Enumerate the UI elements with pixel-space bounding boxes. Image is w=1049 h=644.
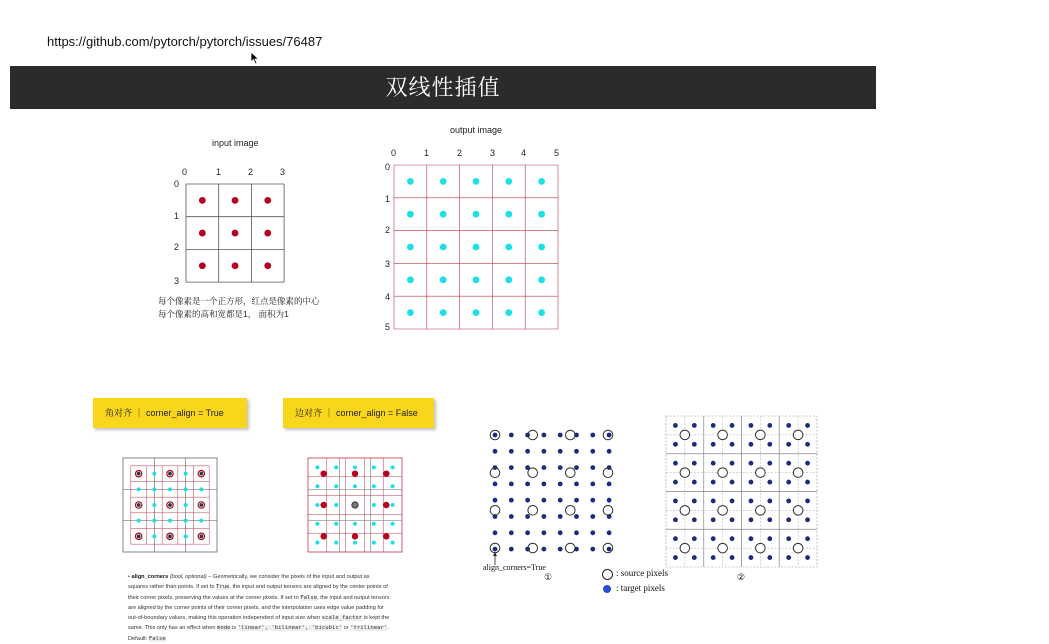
output-pixel-dot (407, 276, 414, 283)
target-pixel-dot (574, 482, 579, 487)
source-pixel-circle (680, 506, 690, 516)
doc-code: True (216, 584, 230, 591)
source-pixel-circle (680, 430, 690, 440)
target-pixel-dot (607, 433, 612, 438)
target-pixel-dot (525, 514, 530, 519)
target-pixel-dot (525, 530, 530, 535)
target-pixel-dot (542, 498, 547, 503)
output-pixel-dot (505, 211, 512, 218)
output-pixel-dot (538, 178, 545, 185)
output-xtick: 3 (490, 148, 496, 158)
target-pixel-dot (493, 449, 498, 454)
corner-false-grid (305, 455, 405, 555)
input-pixel-dot (383, 502, 389, 508)
output-pixel-dot (372, 484, 376, 488)
input-pixel-dot (200, 503, 204, 507)
target-pixel-dot (542, 547, 547, 552)
input-pixel-dot (383, 470, 389, 476)
output-pixel-dot (168, 487, 172, 491)
target-pixel-dot (558, 498, 563, 503)
output-pixel-dot (168, 519, 172, 523)
target-pixel-dot (786, 442, 791, 447)
target-pixel-dot (711, 555, 716, 560)
source-pixel-circle (718, 543, 728, 553)
target-pixel-dot (607, 498, 612, 503)
target-pixel-dot (692, 442, 697, 447)
doc-text: is kept the same. This only has an effect when (128, 615, 390, 632)
pixel-center-dot (232, 262, 239, 269)
target-pixel-dot (542, 433, 547, 438)
output-pixel-dot (391, 503, 395, 507)
target-pixel-dot (558, 433, 563, 438)
target-pixel-dot (749, 461, 754, 466)
target-pixel-dot (786, 461, 791, 466)
target-pixel-dot (558, 514, 563, 519)
output-pixel-dot (353, 522, 357, 526)
target-pixel-dot (692, 423, 697, 428)
target-pixel-dot (749, 555, 754, 560)
target-pixel-dot (805, 423, 810, 428)
output-pixel-dot (440, 276, 447, 283)
target-pixel-dot (711, 499, 716, 504)
doc-text: is (230, 625, 238, 632)
target-pixel-dot (692, 480, 697, 485)
source-pixel-legend-icon (602, 569, 613, 580)
input-pixel-dot (168, 535, 172, 539)
output-pixel-dot (315, 541, 319, 545)
target-pixel-dot (673, 423, 678, 428)
output-pixel-dot (407, 211, 414, 218)
input-xtick: 2 (248, 167, 254, 177)
output-image-label: output image (450, 125, 503, 135)
target-pixel-dot (692, 555, 697, 560)
input-ytick: 3 (174, 276, 180, 286)
target-pixel-legend-icon (603, 585, 611, 593)
source-pixel-circle (566, 543, 576, 553)
target-pixel-dot (767, 442, 772, 447)
target-pixel-dot (607, 547, 612, 552)
output-pixel-dot (184, 534, 188, 538)
input-ytick: 2 (174, 242, 180, 252)
target-pixel-dot (509, 482, 514, 487)
target-pixel-dot (574, 498, 579, 503)
target-pixel-dot (749, 423, 754, 428)
target-pixel-dot (767, 480, 772, 485)
target-pixel-dot (525, 449, 530, 454)
output-pixel-dot (199, 519, 203, 523)
target-pixel-dot (786, 499, 791, 504)
input-pixel-dot (137, 472, 141, 476)
target-pixel-dot (805, 461, 810, 466)
output-pixel-dot (372, 522, 376, 526)
output-pixel-dot (505, 309, 512, 316)
target-pixel-dot (805, 480, 810, 485)
output-pixel-dot (152, 487, 156, 491)
pixel-center-dot (264, 262, 271, 269)
input-pixel-dot (320, 533, 326, 539)
diagram-align-true (485, 425, 620, 565)
target-pixel-dot (590, 433, 595, 438)
target-pixel-dot (525, 498, 530, 503)
output-pixel-dot (538, 244, 545, 251)
input-pixel-dot (320, 470, 326, 476)
doc-text: , the input and output tensors are aligned by the center points of their corner pixels, preserving the values at the corner pixels. If set to (128, 584, 388, 601)
target-pixel-dot (542, 449, 547, 454)
target-pixel-dot (749, 536, 754, 541)
source-pixel-circle (756, 430, 766, 440)
input-ytick: 0 (174, 179, 180, 189)
output-xtick: 0 (391, 148, 397, 158)
output-pixel-dot (538, 309, 545, 316)
source-pixel-circle (756, 468, 766, 478)
source-pixel-circle (528, 506, 538, 516)
target-pixel-dot (673, 555, 678, 560)
output-pixel-dot (440, 211, 447, 218)
target-pixel-dot (692, 461, 697, 466)
pixel-center-dot (232, 230, 239, 237)
source-pixel-circle (718, 430, 728, 440)
target-pixel-dot (493, 547, 498, 552)
output-pixel-dot (315, 465, 319, 469)
target-pixel-dot (786, 517, 791, 522)
output-pixel-dot (152, 503, 156, 507)
source-pixel-circle (566, 430, 576, 440)
target-pixel-dot (673, 480, 678, 485)
output-pixel-dot (137, 519, 141, 523)
source-pixel-circle (680, 468, 690, 478)
output-pixel-dot (505, 178, 512, 185)
pixel-center-dot (199, 262, 206, 269)
title-bar (10, 66, 876, 109)
target-pixel-dot (590, 482, 595, 487)
output-pixel-dot (407, 244, 414, 251)
input-xtick: 1 (216, 167, 222, 177)
target-pixel-dot (673, 499, 678, 504)
output-pixel-dot (152, 519, 156, 523)
target-pixel-dot (590, 514, 595, 519)
target-pixel-dot (730, 536, 735, 541)
doc-code: False (300, 594, 318, 601)
pixel-center-dot (264, 230, 271, 237)
target-pixel-dot (590, 465, 595, 470)
output-pixel-dot (372, 541, 376, 545)
target-pixel-dot (749, 517, 754, 522)
target-pixel-dot (786, 536, 791, 541)
output-pixel-dot (152, 472, 156, 476)
output-pixel-dot (391, 465, 395, 469)
output-ytick: 4 (385, 292, 391, 302)
pixel-center-dot (232, 197, 239, 204)
input-image-label: input image (212, 138, 259, 148)
output-pixel-dot (440, 178, 447, 185)
source-pixel-circle (793, 543, 803, 553)
target-pixel-dot (767, 536, 772, 541)
corner-true-grid (120, 455, 220, 555)
input-caption (158, 295, 320, 321)
target-pixel-dot (749, 442, 754, 447)
input-pixel-dot (137, 535, 141, 539)
source-pixel-circle (603, 506, 613, 516)
output-pixel-dot (334, 503, 338, 507)
corner-align-false-label: 边对齐 ｜ corner_align = False (283, 398, 434, 428)
target-pixel-dot (730, 555, 735, 560)
caption-line-1: 每个像素是一个正方形，红点是像素的中心 (158, 296, 320, 306)
target-pixel-dot (711, 536, 716, 541)
output-pixel-dot (184, 487, 188, 491)
pixel-center-dot (264, 197, 271, 204)
source-pixel-circle (793, 506, 803, 516)
output-pixel-dot (473, 244, 480, 251)
source-pixel-circle (566, 468, 576, 478)
target-pixel-dot (730, 517, 735, 522)
target-pixel-dot (590, 449, 595, 454)
target-pixel-dot (673, 536, 678, 541)
input-pixel-dot (352, 502, 358, 508)
output-pixel-dot (440, 309, 447, 316)
output-pixel-dot (184, 519, 188, 523)
source-pixel-legend: : source pixels (616, 568, 668, 578)
output-pixel-dot (505, 244, 512, 251)
target-pixel-dot (590, 547, 595, 552)
target-pixel-dot (542, 482, 547, 487)
target-pixel-dot (558, 449, 563, 454)
input-pixel-dot (320, 502, 326, 508)
input-pixel-dot (137, 503, 141, 507)
doc-text: , the input and output tensors are aligned by the corner points of their corner pixels, and the interpolation uses edge value padding for out-of-boundary values, making this operation independent of input size when (128, 594, 390, 622)
target-pixel-dot (574, 465, 579, 470)
output-pixel-dot (473, 178, 480, 185)
output-xtick: 1 (424, 148, 430, 158)
target-pixel-dot (711, 517, 716, 522)
input-pixel-dot (168, 472, 172, 476)
corner-align-true-label: 角对齐 ｜ corner_align = True (93, 398, 247, 428)
doc-code: 'trilinear' (350, 625, 388, 632)
source-pixel-circle (680, 543, 690, 553)
output-pixel-dot (184, 503, 188, 507)
target-pixel-dot (542, 465, 547, 470)
output-pixel-dot (391, 484, 395, 488)
target-pixel-dot (749, 480, 754, 485)
output-pixel-dot (152, 534, 156, 538)
output-xtick: 4 (521, 148, 527, 158)
target-pixel-dot (493, 530, 498, 535)
target-pixel-dot (590, 498, 595, 503)
output-ytick: 2 (385, 225, 391, 235)
target-pixel-dot (574, 530, 579, 535)
target-pixel-dot (509, 530, 514, 535)
target-pixel-dot (509, 465, 514, 470)
output-pixel-dot (184, 472, 188, 476)
target-pixel-dot (673, 517, 678, 522)
input-pixel-dot (383, 533, 389, 539)
page-title: 双线性插值 (385, 75, 501, 100)
target-pixel-dot (767, 461, 772, 466)
target-pixel-dot (558, 465, 563, 470)
diagram-number-1: ① (544, 572, 553, 582)
output-xtick: 5 (554, 148, 560, 158)
output-pixel-dot (137, 487, 141, 491)
output-pixel-dot (407, 309, 414, 316)
target-pixel-dot (767, 423, 772, 428)
source-pixel-circle (718, 468, 728, 478)
input-xtick: 0 (182, 167, 188, 177)
output-pixel-dot (315, 522, 319, 526)
target-pixel-dot (558, 547, 563, 552)
output-ytick: 0 (385, 162, 391, 172)
doc-code: False (148, 635, 166, 642)
input-pixel-dot (200, 472, 204, 476)
source-pixel-circle (756, 543, 766, 553)
target-pixel-dot (493, 482, 498, 487)
doc-text: Geometrically, we consider the pixels of the input and output as squares rather than points. If set to (128, 574, 370, 591)
target-pixel-dot (590, 530, 595, 535)
source-pixel-circle (490, 506, 500, 516)
output-pixel-dot (473, 309, 480, 316)
output-pixel-dot (353, 484, 357, 488)
target-pixel-dot (607, 482, 612, 487)
doc-text: or (342, 625, 351, 632)
target-pixel-dot (786, 555, 791, 560)
target-pixel-dot (542, 530, 547, 535)
target-pixel-dot (692, 536, 697, 541)
source-url[interactable]: https://github.com/pytorch/pytorch/issues/76487 (47, 34, 323, 49)
target-pixel-dot (805, 517, 810, 522)
target-pixel-dot (574, 514, 579, 519)
output-xtick: 2 (457, 148, 463, 158)
target-pixel-dot (805, 555, 810, 560)
target-pixel-dot (509, 514, 514, 519)
target-pixel-dot (525, 482, 530, 487)
output-ytick: 3 (385, 259, 391, 269)
target-pixel-dot (711, 442, 716, 447)
output-pixel-dot (315, 484, 319, 488)
target-pixel-dot (786, 423, 791, 428)
output-pixel-dot (538, 276, 545, 283)
target-pixel-dot (805, 442, 810, 447)
target-pixel-dot (730, 461, 735, 466)
source-pixel-circle (718, 506, 728, 516)
doc-code: 'linear', 'bilinear', 'bicubic' (237, 625, 343, 632)
target-pixel-dot (730, 423, 735, 428)
output-pixel-dot (353, 465, 357, 469)
target-pixel-dot (509, 547, 514, 552)
target-pixel-dot (786, 480, 791, 485)
target-pixel-dot (767, 499, 772, 504)
output-pixel-dot (372, 503, 376, 507)
target-pixel-dot (692, 517, 697, 522)
target-pixel-dot (730, 442, 735, 447)
diagram-align-false (664, 414, 820, 570)
target-pixel-dot (558, 530, 563, 535)
output-pixel-dot (391, 541, 395, 545)
target-pixel-dot (749, 499, 754, 504)
output-pixel-dot (334, 522, 338, 526)
source-pixel-circle (793, 430, 803, 440)
target-pixel-dot (607, 530, 612, 535)
output-pixel-dot (391, 522, 395, 526)
target-pixel-dot (730, 480, 735, 485)
target-pixel-dot (542, 514, 547, 519)
output-pixel-dot (407, 178, 414, 185)
doc-text: . Default: (128, 625, 389, 642)
doc-param: align_corners (131, 574, 169, 580)
output-pixel-dot (315, 503, 319, 507)
target-pixel-dot (692, 499, 697, 504)
target-pixel-dot (767, 517, 772, 522)
diagram-number-2: ② (737, 572, 746, 582)
output-pixel-dot (199, 487, 203, 491)
input-pixel-dot (352, 533, 358, 539)
output-pixel-dot (505, 276, 512, 283)
target-pixel-dot (730, 499, 735, 504)
input-grid (160, 160, 300, 292)
input-pixel-dot (168, 503, 172, 507)
target-pixel-dot (673, 461, 678, 466)
align-corners-true-label: align_corners=True (483, 563, 546, 572)
output-ytick: 1 (385, 194, 391, 204)
source-pixel-circle (566, 506, 576, 516)
source-pixel-circle (756, 506, 766, 516)
output-ytick: 5 (385, 322, 391, 332)
input-ytick: 1 (174, 211, 180, 221)
output-pixel-dot (334, 484, 338, 488)
output-pixel-dot (372, 465, 376, 469)
target-pixel-dot (574, 449, 579, 454)
doc-type: (bool, optional) – (168, 574, 213, 580)
target-pixel-dot (509, 449, 514, 454)
target-pixel-dot (711, 480, 716, 485)
input-xtick: 3 (280, 167, 286, 177)
input-pixel-dot (352, 470, 358, 476)
output-pixel-dot (353, 541, 357, 545)
align-corners-doc: • align_corners (bool, optional) – Geometrically, we consider the pixels of the input and output as squares rather than points. If set to True, the input and output tensors are aligned by the center points of their corner pixels, preserving the values at the corner pixels. If set to False, the input and output tensors are aligned by the corner points of their corner pixels, and the interpolation uses edge value padding for out-of-boundary values, making this operation independent of input size when scale_factor is kept the same. This only has an effect when mode is 'linear', 'bilinear', 'bicubic' or 'trilinear'. Default: False (128, 574, 390, 642)
output-pixel-dot (473, 211, 480, 218)
source-pixel-circle (528, 468, 538, 478)
doc-code: scale_factor (321, 615, 363, 622)
target-pixel-dot (805, 536, 810, 541)
target-pixel-dot (607, 449, 612, 454)
output-pixel-dot (538, 211, 545, 218)
output-pixel-dot (440, 244, 447, 251)
input-pixel-dot (200, 535, 204, 539)
target-pixel-dot (493, 433, 498, 438)
pixel-center-dot (199, 230, 206, 237)
target-pixel-dot (493, 498, 498, 503)
target-pixel-dot (805, 499, 810, 504)
source-pixel-circle (793, 468, 803, 478)
output-pixel-dot (473, 276, 480, 283)
target-pixel-legend: : target pixels (616, 583, 665, 593)
target-pixel-dot (673, 442, 678, 447)
pixel-center-dot (199, 197, 206, 204)
target-pixel-dot (558, 482, 563, 487)
target-pixel-dot (711, 461, 716, 466)
output-pixel-dot (334, 541, 338, 545)
output-grid (390, 160, 565, 335)
output-pixel-dot (334, 465, 338, 469)
target-pixel-dot (509, 498, 514, 503)
target-pixel-dot (767, 555, 772, 560)
target-pixel-dot (711, 423, 716, 428)
caption-line-2: 每个像素的高和宽都是1， 面积为1 (158, 309, 289, 319)
target-pixel-dot (509, 433, 514, 438)
doc-code: mode (217, 625, 231, 632)
